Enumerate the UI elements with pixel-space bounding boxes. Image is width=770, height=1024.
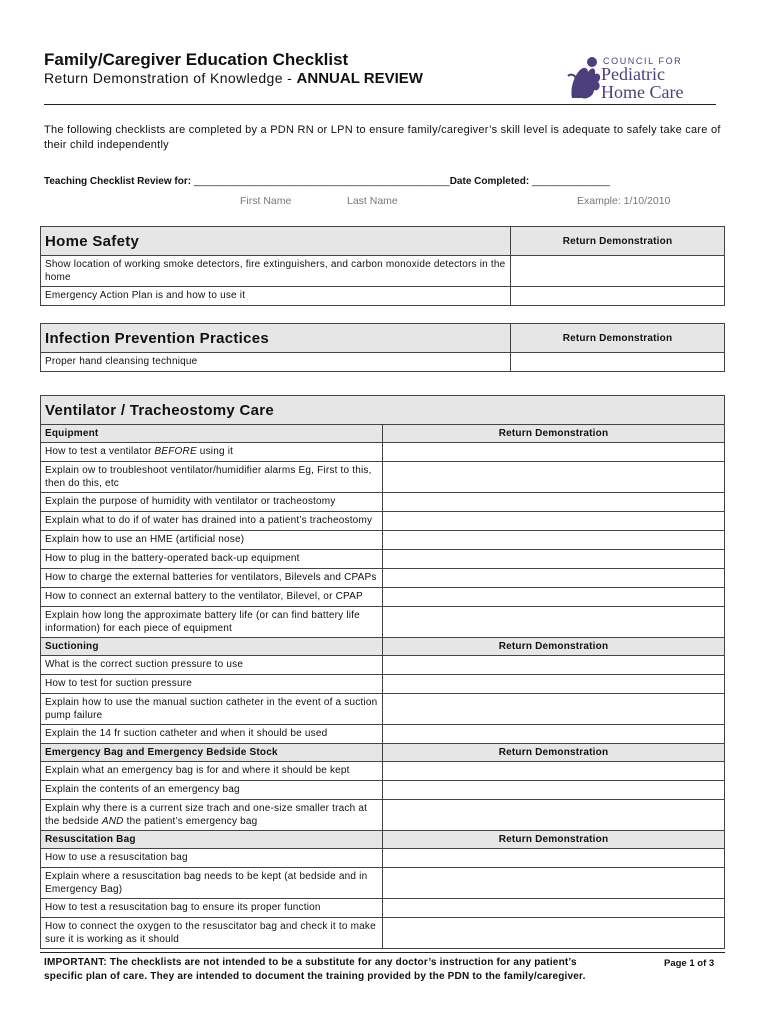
return-demo-cell[interactable] <box>383 493 725 512</box>
checklist-item: What is the correct suction pressure to use <box>41 656 383 675</box>
emergency-bag-subheader: Emergency Bag and Emergency Bedside Stock <box>41 744 383 762</box>
intro-paragraph: The following checklists are completed by a PDN RN or LPN to ensure family/caregiver’s skill level is adequate to safely take care of their child independently <box>44 124 721 151</box>
checklist-item: Explain ow to troubleshoot ventilator/humidifier alarms Eg, First to this, then do this, etc <box>41 462 383 493</box>
document-subtitle <box>44 70 423 87</box>
return-demo-cell[interactable] <box>383 675 725 694</box>
checklist-item: Explain the contents of an emergency bag <box>41 781 383 800</box>
checklist-item: How to use a resuscitation bag <box>41 849 383 868</box>
equipment-subheader: Equipment <box>41 425 383 443</box>
home-safety-table <box>40 226 725 306</box>
date-example-hint: Example: 1/10/2010 <box>577 195 671 207</box>
checklist-item: Explain where a resuscitation bag needs to be kept (at bedside and in Emergency Bag) <box>41 868 383 899</box>
checklist-item: Explain why there is a current size trach and one-size smaller trach at the bedside AND the patient’s emergency bag <box>41 800 383 831</box>
suctioning-subheader: Suctioning <box>41 638 383 656</box>
checklist-item: Explain how to use the manual suction catheter in the event of a suction pump failure <box>41 694 383 725</box>
checklist-item: Explain how long the approximate battery life (or can find battery life information) for each piece of equipment <box>41 607 383 638</box>
home-safety-rd-header: Return Demonstration <box>511 227 725 256</box>
return-demo-cell[interactable] <box>383 607 725 638</box>
header-rule <box>44 104 716 105</box>
return-demo-cell[interactable] <box>383 725 725 744</box>
page-number: Page 1 of 3 <box>664 958 715 969</box>
checklist-item: How to plug in the battery-operated back-up equipment <box>41 550 383 569</box>
checklist-item: Explain the purpose of humidity with ventilator or tracheostomy <box>41 493 383 512</box>
checklist-item: Explain the 14 fr suction catheter and when it should be used <box>41 725 383 744</box>
infection-rd-header: Return Demonstration <box>511 324 725 353</box>
checklist-item: Explain what an emergency bag is for and where it should be kept <box>41 762 383 781</box>
return-demo-cell[interactable] <box>511 256 725 287</box>
important-notice: IMPORTANT: The checklists are not intended to be a substitute for any doctor’s instruction for any patient’s specific plan of care. They are intended to document the training provided by the PDN to the family/caregiver. <box>44 957 586 982</box>
return-demo-cell[interactable] <box>511 287 725 306</box>
return-demo-cell[interactable] <box>383 800 725 831</box>
checklist-item: Emergency Action Plan is and how to use it <box>41 287 511 306</box>
return-demo-cell[interactable] <box>383 569 725 588</box>
ventilator-trach-title: Ventilator / Tracheostomy Care <box>41 396 725 425</box>
review-label: Teaching Checklist Review for: <box>44 176 194 187</box>
equipment-rd-header: Return Demonstration <box>383 425 725 443</box>
logo-home-care-text: Home Care <box>601 82 684 102</box>
return-demo-cell[interactable] <box>511 353 725 372</box>
return-demo-cell[interactable] <box>383 762 725 781</box>
review-name-field[interactable]: ______________________________________________ <box>193 176 450 187</box>
return-demo-cell[interactable] <box>383 899 725 918</box>
date-completed-label: Date Completed: <box>449 176 532 187</box>
return-demo-cell[interactable] <box>383 531 725 550</box>
infection-prevention-title: Infection Prevention Practices <box>41 324 511 353</box>
logo-pediatric-text: Pediatric <box>601 64 665 84</box>
document-title: Family/Caregiver Education Checklist <box>44 50 349 69</box>
return-demo-cell[interactable] <box>383 512 725 531</box>
emergency-rd-header: Return Demonstration <box>383 744 725 762</box>
return-demo-cell[interactable] <box>383 588 725 607</box>
checklist-item: Explain how to use an HME (artificial nose) <box>41 531 383 550</box>
return-demo-cell[interactable] <box>383 849 725 868</box>
date-completed-field[interactable]: ______________ <box>531 176 610 187</box>
subtitle-annual-review: ANNUAL REVIEW <box>296 70 423 87</box>
footer-rule <box>40 952 725 953</box>
subtitle-prefix: Return Demonstration of Knowledge - <box>44 70 297 86</box>
checklist-item: How to charge the external batteries for ventilators, Bilevels and CPAPs <box>41 569 383 588</box>
resus-rd-header: Return Demonstration <box>383 831 725 849</box>
last-name-hint: Last Name <box>347 195 398 207</box>
checklist-item: How to connect the oxygen to the resuscitator bag and check it to make sure it is working as it should <box>41 918 383 949</box>
checklist-item: Explain what to do if of water has drained into a patient’s tracheostomy <box>41 512 383 531</box>
checklist-item: Proper hand cleansing technique <box>41 353 511 372</box>
return-demo-cell[interactable] <box>383 443 725 462</box>
review-line <box>44 176 694 187</box>
resuscitation-bag-subheader: Resuscitation Bag <box>41 831 383 849</box>
return-demo-cell[interactable] <box>383 462 725 493</box>
checklist-item: Show location of working smoke detectors, fire extinguishers, and carbon monoxide detectors in the home <box>41 256 511 287</box>
return-demo-cell[interactable] <box>383 781 725 800</box>
first-name-hint: First Name <box>240 195 292 207</box>
checklist-item: How to test a ventilator BEFORE using it <box>41 443 383 462</box>
return-demo-cell[interactable] <box>383 550 725 569</box>
checklist-item: How to test for suction pressure <box>41 675 383 694</box>
ventilator-trach-table <box>40 395 725 949</box>
logo-council-text: COUNCIL FOR <box>603 56 683 66</box>
return-demo-cell[interactable] <box>383 656 725 675</box>
return-demo-cell[interactable] <box>383 918 725 949</box>
return-demo-cell[interactable] <box>383 868 725 899</box>
home-safety-title: Home Safety <box>41 227 511 256</box>
suctioning-rd-header: Return Demonstration <box>383 638 725 656</box>
checklist-item: How to connect an external battery to the ventilator, Bilevel, or CPAP <box>41 588 383 607</box>
checklist-item: How to test a resuscitation bag to ensure its proper function <box>41 899 383 918</box>
infection-prevention-table <box>40 323 725 372</box>
return-demo-cell[interactable] <box>383 694 725 725</box>
